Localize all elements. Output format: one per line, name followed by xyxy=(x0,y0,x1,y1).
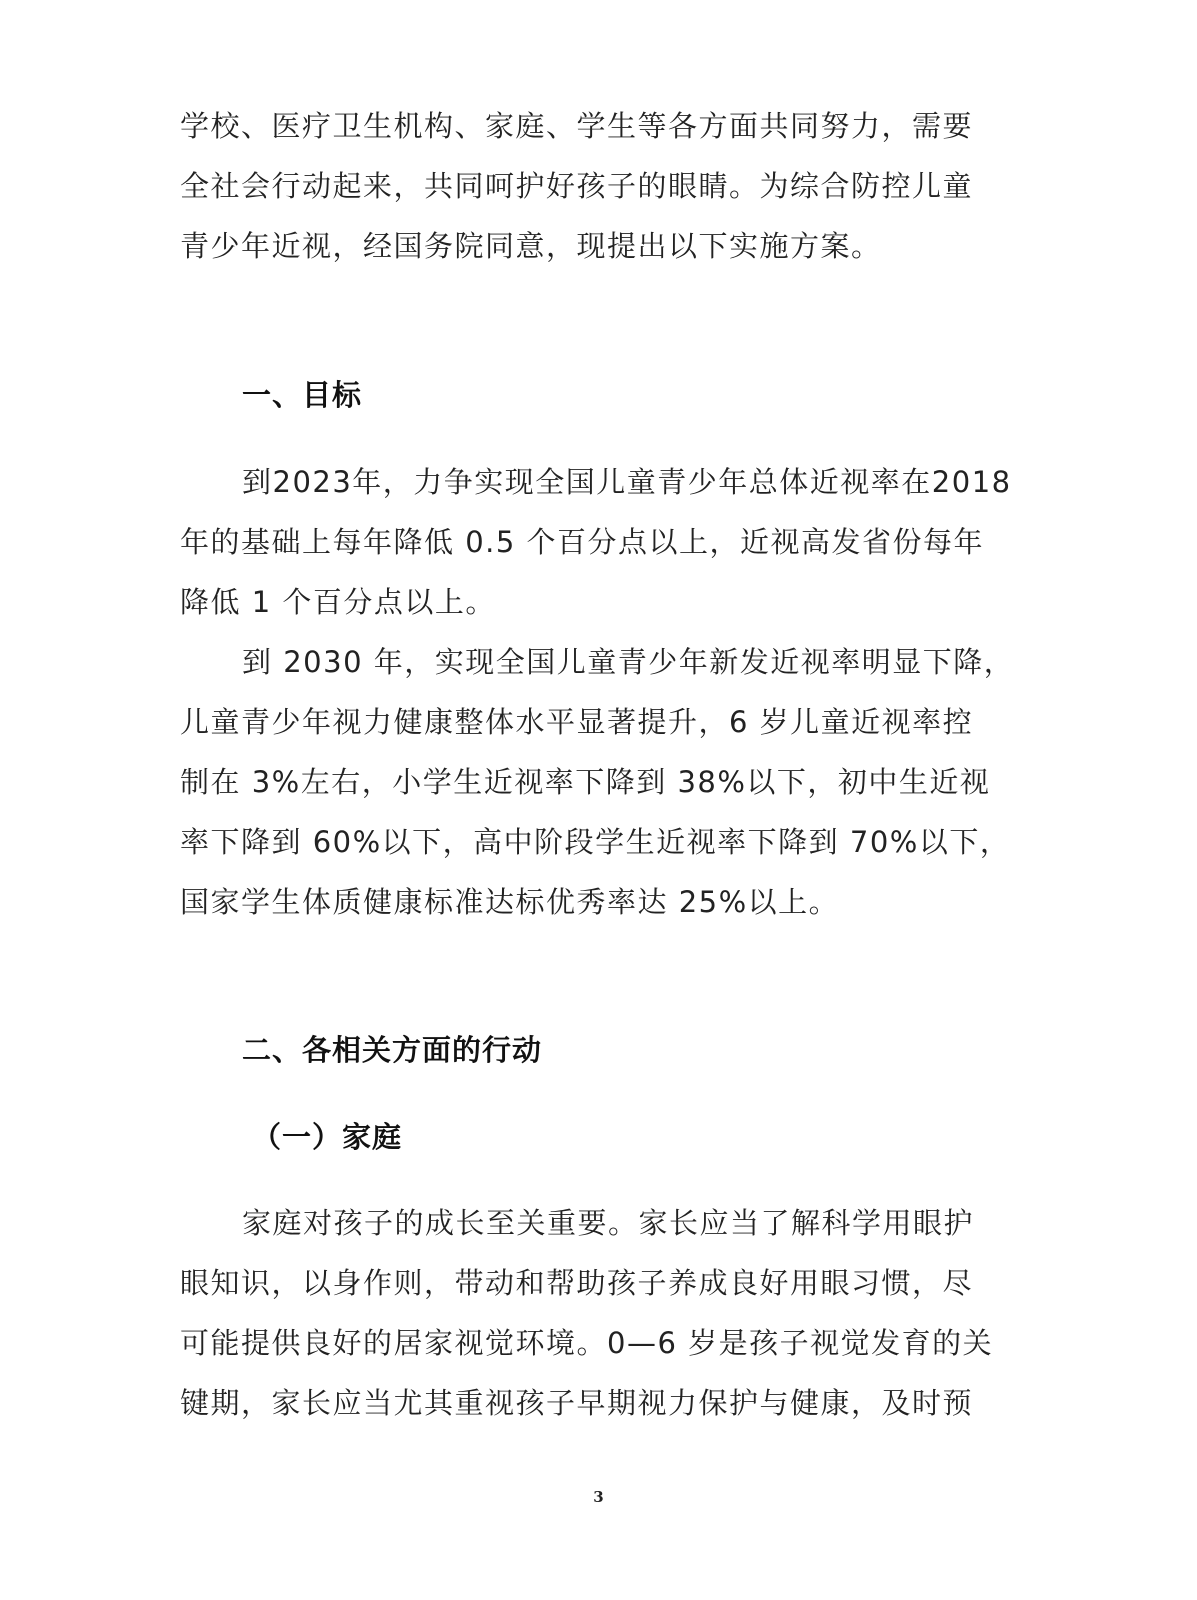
goals-para2-line-4: 率下降到 60%以下，高中阶段学生近视率下降到 70%以下， xyxy=(180,825,1011,859)
goals-para1-line-1: 到2023年，力争实现全国儿童青少年总体近视率在2018 xyxy=(242,465,1012,499)
family-para-line-1: 家庭对孩子的成长至关重要。家长应当了解科学用眼护 xyxy=(242,1206,975,1240)
subsection-heading-family: （一）家庭 xyxy=(252,1120,403,1154)
family-para-line-4: 键期，家长应当尤其重视孩子早期视力保护与健康，及时预 xyxy=(180,1386,974,1420)
family-para-line-2: 眼知识，以身作则，带动和帮助孩子养成良好用眼习惯，尽 xyxy=(180,1266,974,1300)
goals-para2-line-5: 国家学生体质健康标准达标优秀率达 25%以上。 xyxy=(180,885,840,919)
section-heading-actions: 二、各相关方面的行动 xyxy=(242,1033,543,1067)
family-para-line-3: 可能提供良好的居家视觉环境。0—6 岁是孩子视觉发育的关 xyxy=(180,1326,994,1360)
goals-para2-line-1: 到 2030 年，实现全国儿童青少年新发近视率明显下降， xyxy=(242,645,1015,679)
section-heading-goals: 一、目标 xyxy=(242,378,363,412)
goals-para2-line-2: 儿童青少年视力健康整体水平显著提升，6 岁儿童近视率控 xyxy=(180,705,974,739)
goals-para2-line-3: 制在 3%左右，小学生近视率下降到 38%以下，初中生近视 xyxy=(180,765,991,799)
goals-para1-line-2: 年的基础上每年降低 0.5 个百分点以上，近视高发省份每年 xyxy=(180,525,985,559)
intro-line-1: 学校、医疗卫生机构、家庭、学生等各方面共同努力，需要 xyxy=(180,109,974,143)
goals-para1-line-3: 降低 1 个百分点以上。 xyxy=(180,585,496,619)
intro-line-3: 青少年近视，经国务院同意，现提出以下实施方案。 xyxy=(180,229,882,263)
page-number: 3 xyxy=(593,1488,604,1506)
intro-line-2: 全社会行动起来，共同呵护好孩子的眼睛。为综合防控儿童 xyxy=(180,169,974,203)
